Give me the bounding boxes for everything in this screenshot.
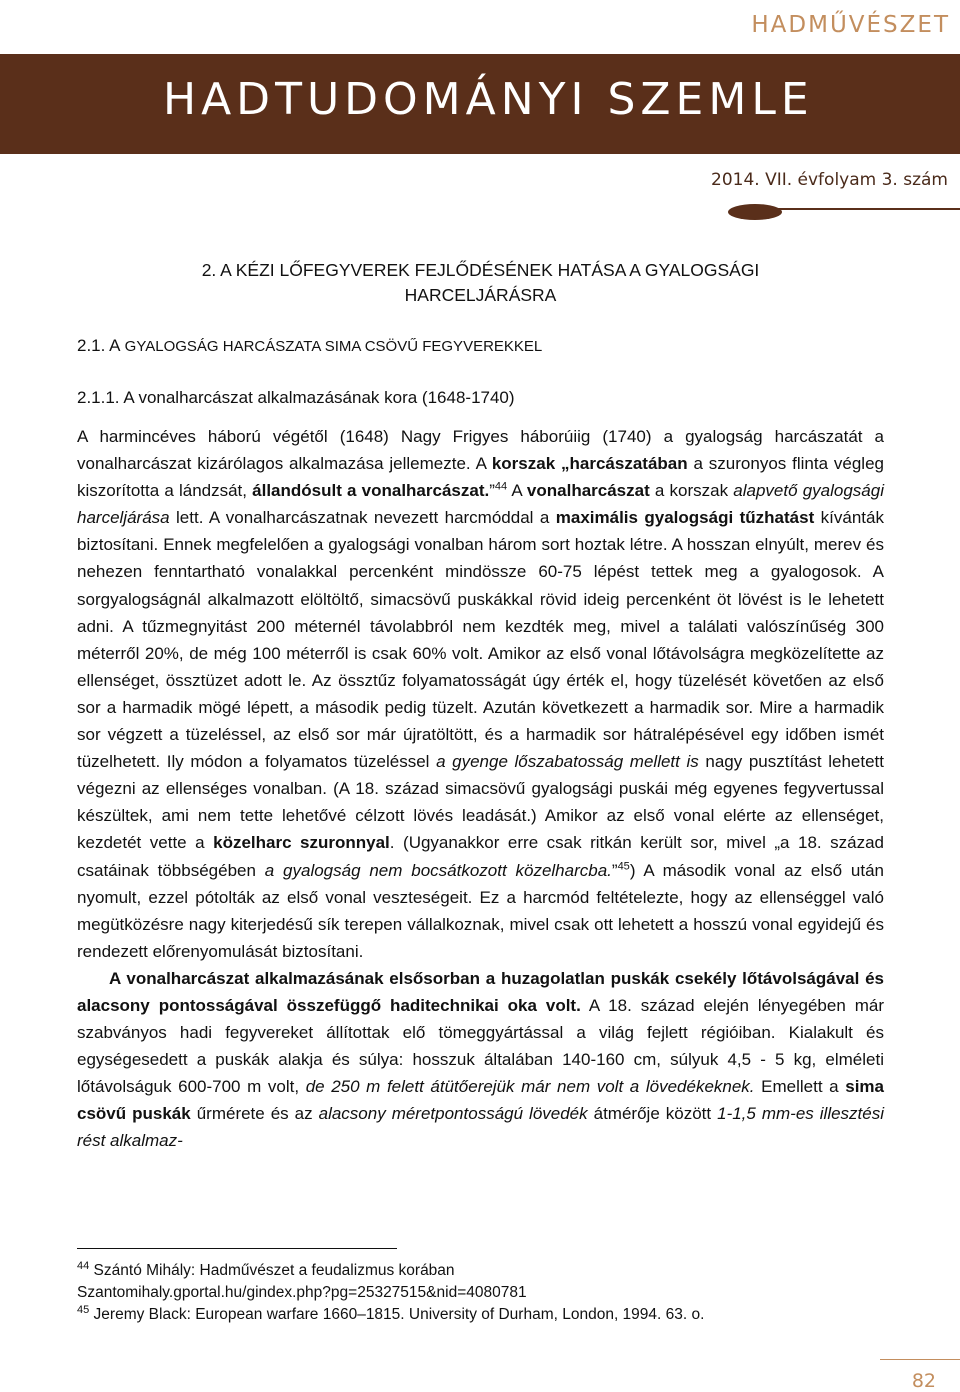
text-run: Emellett a	[754, 1077, 846, 1097]
section-heading-text: GYALOGSÁG HARCÁSZATA SIMA CSÖVŰ FEGYVEREKKEL	[124, 338, 543, 355]
text-run: . (Ugyanakkor erre csak ritkán került sor, mivel „a 18. század csatáinak többségében	[77, 833, 885, 880]
footnote-text: Szántó Mihály: Hadművészet a feudalizmus korában	[89, 1262, 455, 1279]
footnote-45	[77, 1304, 884, 1326]
text-run: ”	[611, 860, 618, 880]
header-top	[0, 0, 960, 54]
bold-run: állandósult a vonalharcászat.	[252, 481, 490, 501]
footnote-44	[77, 1260, 884, 1282]
journal-title: HADTUDOMÁNYI SZEMLE	[163, 74, 814, 125]
footnote-separator	[77, 1248, 397, 1249]
article-body	[77, 258, 884, 1155]
subsection-heading: 2.1.1. A vonalharcászat alkalmazásának kora (1648-1740)	[77, 388, 515, 407]
header-rule-ornament	[728, 204, 782, 220]
text-run: a szuronyos flinta végleg kiszorította a lándzsát,	[77, 454, 884, 501]
italic-run: alapvető gyalogsági harceljárása	[77, 481, 884, 528]
footnote-number: 45	[77, 1303, 90, 1316]
bold-run: vonalharcászat	[526, 481, 650, 501]
footnote-ref-45[interactable]: 45	[617, 859, 630, 872]
paragraph-1	[77, 423, 884, 965]
italic-run: alacsony méretpontosságú lövedék	[318, 1104, 588, 1124]
section-label: HADMŰVÉSZET	[751, 12, 950, 38]
bold-run: A vonalharcászat alkalmazásának elsősorban a huzagolatlan puskák csekély lőtávolságával és alacsony pontosságával összefüggő haditechnikai oka volt.	[77, 968, 884, 1015]
text-run: ) A második vonal az első után nyomult, ezzel pótolták az első vonal veszteségeit. Ez a harcmód feltételezte, hogy az ellenséggel való megütközésre nagy kiterjedésű sík terepen vállalkoznak, mivel csak ott lehetett a hosszú vonal egyidejű és rendezett előrenyomulását biztosítani.	[77, 860, 884, 961]
text-run: a korszak	[649, 481, 734, 501]
text-run: átmérője között	[587, 1104, 718, 1124]
text-run: nagy pusztítást lehetett végezni az ellenséges vonalban. (A 18. század simacsövű gyalogsági puskái még egyenes fegyvertussal készültek, ami nem tette lehetővé célzott lövés leadását.) Amikor az első vonal elérte az ellenséget, kezdetét vette a	[77, 752, 884, 853]
italic-run: a gyenge lőszabatosság mellett is	[436, 752, 699, 772]
section-heading-number: 2.1. A	[77, 336, 121, 355]
text-run: űrmérete és az	[190, 1104, 319, 1124]
section-heading	[77, 336, 884, 357]
text-run: A harmincéves háború végétől (1648) Nagy Frigyes háborúiig (1740) a gyalogság harcászatát a vonalharcászat kizárólagos alkalmazása jellemezte. A	[77, 427, 884, 474]
bold-run: maximális gyalogsági tűzhatást	[555, 508, 815, 528]
text-run: A 18. század elején lényegében már szabványos hadi fegyvereket állítottak elő tömeggyártással a világ fejlett régióiban. Kialakult és egységesedett a puskák alakja és súlya: hosszuk általában 140-160 cm, súlyuk 4,5 - 5 kg, elméleti lőtávolságuk 600-700 m volt,	[77, 995, 884, 1097]
paragraph-2	[77, 965, 884, 1155]
italic-run: a gyalogság nem bocsátkozott közelharcba.	[264, 860, 612, 880]
footnote-number: 44	[77, 1259, 90, 1272]
italic-run: 1-1,5 mm-es illesztési rést alkalmaz-	[77, 1104, 885, 1151]
bold-run: korszak „harcászatában	[491, 454, 688, 474]
text-run: A	[507, 481, 527, 501]
issue-line: 2014. VII. évfolyam 3. szám	[711, 170, 948, 190]
italic-run: de 250 m felett átütőerejük már nem volt a lövedékeknek.	[305, 1077, 755, 1097]
chapter-heading: 2. A KÉZI LŐFEGYVEREK FEJLŐDÉSÉNEK HATÁSA A GYALOGSÁGI HARCELJÁRÁSRA	[201, 260, 760, 305]
footnote-text: Jeremy Black: European warfare 1660–1815. University of Durham, London, 1994. 63. o.	[89, 1306, 705, 1323]
bold-run: sima csövű puskák	[77, 1077, 884, 1124]
header-banner	[0, 54, 960, 154]
bold-run: közelharc szuronnyal	[213, 833, 390, 853]
footnotes	[77, 1260, 884, 1326]
text-run: ”	[489, 481, 495, 501]
page-number: 82	[911, 1370, 936, 1392]
text-run: lett. A vonalharcászatnak nevezett harcmóddal a	[169, 508, 556, 528]
text-run: kívánták biztosítani. Ennek megfelelően a gyalogsági vonalban három sort hoztak létre. A hosszan elnyúlt, merev és nehezen fenntartható vonalakkal percenként mindössze 60-75 lépést tettek meg a gyalogosok. A sorgyalogságnál alkalmazott elöltöltő, simacsövű puskákkal rövid ideig percenként öt lövést is le lehetett adni. A tűzmegnyitást 200 méternél távolabbról nem kezdték meg, mivel a találati valószínűség 300 méterről 20%, de még 100 méterről is csak 60% volt. Amikor az első vonal lőtávolságra megközelítette az ellenséget, össztüzet adott le. Az össztűz folyamatosságát úgy érték el, hogy tüzelését követően az első sor a harmadik mögé lépett, a második pedig tüzelt. Azután következett a harmadik sor. Mire a harmadik sor végzett a tüzeléssel, az első sor már újratöltött, és a harmadik sor hátralépésével egy időben ismét tüzelhetett. Ily módon a folyamatos tüzeléssel	[77, 508, 884, 772]
footnote-44-link[interactable]: Szantomihaly.gportal.hu/gindex.php?pg=25327515&nid=4080781	[77, 1284, 527, 1301]
footnote-ref-44[interactable]: 44	[494, 480, 508, 493]
page-number-rule	[880, 1359, 960, 1360]
